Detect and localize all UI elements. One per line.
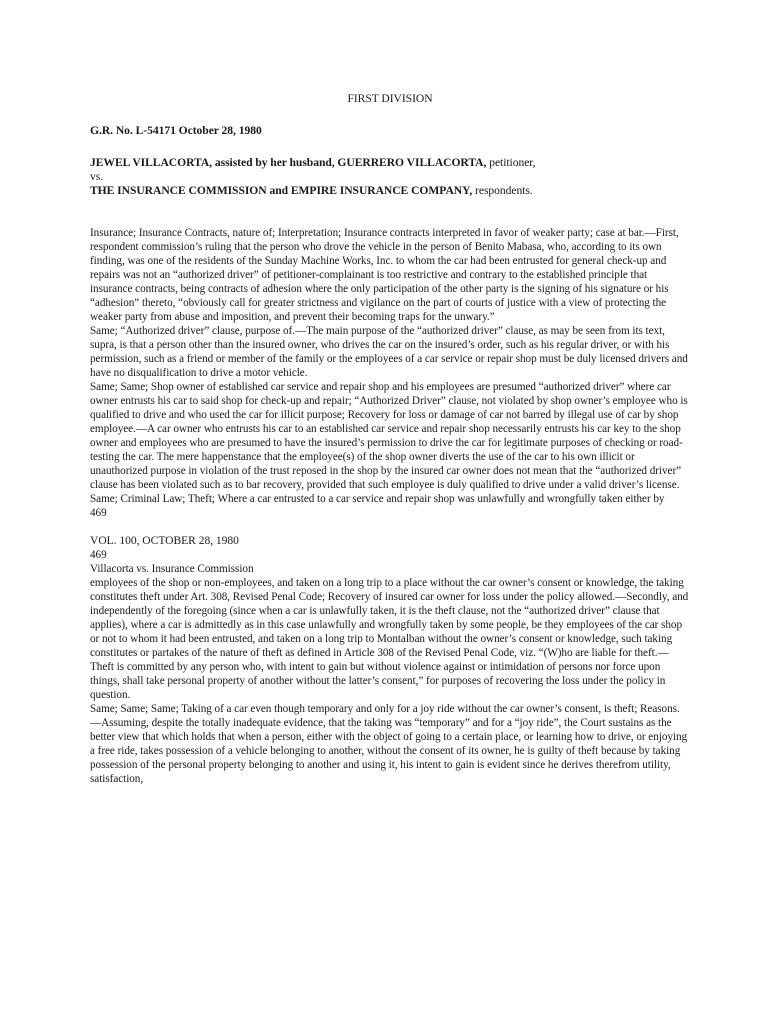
versus: vs.: [90, 170, 104, 183]
running-title: Villacorta vs. Insurance Commission: [90, 563, 254, 575]
petitioner-name: JEWEL VILLACORTA, assisted by her husband, GUERRERO VILLACORTA,: [90, 156, 487, 169]
syllabus-paragraph: Same; “Authorized driver” clause, purpose of.—The main purpose of the “authorized driver” clause, as may be seen from its text, supra, is that a person other than the insured owner, who drives the car on the insured’s order, such as his regular driver, or with his permission, such as a friend or member of the family or the employees of a car service or repair shop must be duly licensed drivers and have no disqualification to drive a motor vehicle.: [90, 325, 688, 379]
division-heading: FIRST DIVISION: [347, 92, 433, 105]
running-page-number: 469: [90, 549, 107, 561]
syllabus-paragraph: Insurance; Insurance Contracts, nature of; Interpretation; Insurance contracts interpreted in favor of weaker party; case at bar.—First, respondent commission’s ruling that the person who drove the vehicle in the person of Benito Mabasa, who, according to its own finding, was one of the residents of the Sunday Machine Works, Inc. to whom the car had been entrusted for general check-up and repairs was not an “authorized driver” of petitioner-complainant is too restrictive and contrary to the established principle that insurance contracts, being contracts of adhesion where the only participation of the other party is the signing of his signature or his “adhesion” thereto, “obviously call for greater strictness and vigilance on the part of courts of justice with a view of protecting the weaker party from abuse and imposition, and prevent their becoming traps for the unwary.”: [90, 227, 679, 323]
respondent-line: [90, 184, 690, 198]
document-page: [90, 92, 690, 786]
case-number: G.R. No. L-54171 October 28, 1980: [90, 124, 262, 137]
respondent-role: respondents.: [472, 184, 533, 197]
case-parties: [90, 156, 690, 198]
respondent-name: THE INSURANCE COMMISSION and EMPIRE INSURANCE COMPANY,: [90, 184, 473, 197]
page-number: 469: [90, 507, 107, 519]
spacer: [90, 520, 690, 534]
syllabus-paragraph: employees of the shop or non-employees, and taken on a long trip to a place without the car owner’s consent or knowledge, the taking constitutes theft under Art. 308, Revised Penal Code; Recovery of insured car owner for loss under the policy allowed.—Secondly, and independently of the foregoing (since when a car is unlawfully taken, it is the theft clause, not the “authorized driver” clause that applies), where a car is admittedly as in this case unlawfully and wrongfully taken by some people, be they employees of the car shop or not to whom it had been entrusted, and taken on a long trip to Montalban without the owner’s consent or knowledge, such taking constitutes or partakes of the nature of theft as defined in Article 308 of the Revised Penal Code, viz. “(W)ho are liable for theft.—Theft is committed by any person who, with intent to gain but without violence against or intimidation of persons nor force upon things, shall take personal property of another without the latter’s consent,” for purposes of recovering the loss under the policy in question.: [90, 577, 689, 701]
volume-header: VOL. 100, OCTOBER 28, 1980: [90, 534, 239, 547]
petitioner-role: petitioner,: [486, 156, 536, 169]
syllabus-paragraph: Same; Same; Same; Taking of a car even though temporary and only for a joy ride without the car owner’s consent, is theft; Reasons.—Assuming, despite the totally inadequate evidence, that the taking was “temporary” and for a “joy ride”, the Court sustains as the better view that which holds that when a person, either with the object of going to a certain place, or learning how to drive, or enjoying a free ride, takes possession of a vehicle belonging to another, without the consent of its owner, he is guilty of theft because by taking possession of the personal property belonging to another and using it, his intent to gain is evident since he derives therefrom utility, satisfaction,: [90, 703, 688, 785]
syllabus-paragraph: Same; Criminal Law; Theft; Where a car entrusted to a car service and repair shop was unlawfully and wrongfully taken either by: [90, 493, 665, 505]
syllabus-paragraph: Same; Same; Shop owner of established car service and repair shop and his employees are presumed “authorized driver” where car owner entrusts his car to said shop for check-up and repair; “Authorized Driver” clause, not violated by shop owner’s employee who is qualified to drive and who used the car for illicit purpose; Recovery for loss or damage of car not barred by illegal use of car by shop employee.—A car owner who entrusts his car to an established car service and repair shop necessarily entrusts his car key to the shop owner and employees who are presumed to have the insured’s permission to drive the car for legitimate purposes of checking or road-testing the car. The mere happenstance that the employee(s) of the shop owner diverts the use of the car to his own illicit or unauthorized purpose in violation of the trust reposed in the shop by the insured car owner does not mean that the “authorized driver” clause has been violated such as to bar recovery, provided that such employee is duly qualified to drive under a valid driver’s license.: [90, 381, 688, 491]
petitioner-line: [90, 156, 690, 170]
